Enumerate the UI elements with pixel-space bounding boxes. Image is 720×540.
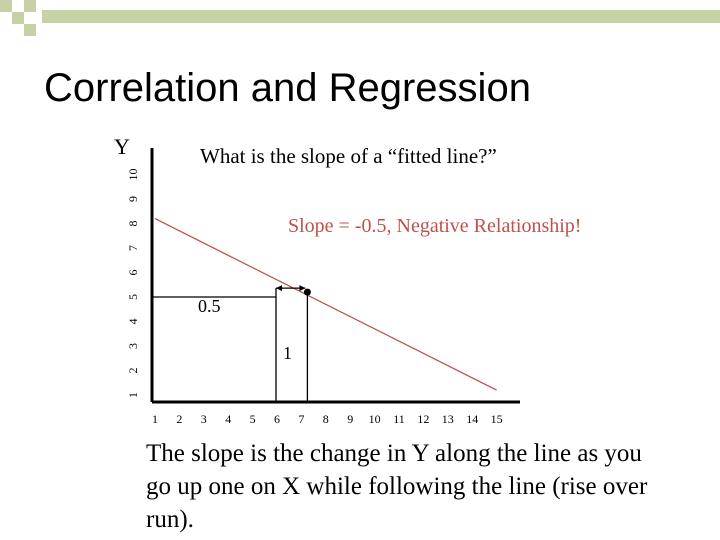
y-tick-label: 10: [126, 168, 140, 181]
y-tick-label: 6: [126, 269, 140, 276]
x-tick-label: 2: [176, 412, 183, 426]
explanation-text: The slope is the change in Y along the line as you go up one on X while following the line (rise over run).: [146, 440, 648, 533]
y-tick-label: 8: [126, 220, 140, 227]
x-tick-label: 15: [490, 412, 503, 426]
x-tick-label: 14: [466, 412, 479, 426]
slide-title: Correlation and Regression: [44, 66, 531, 110]
y-tick-label: 2: [126, 367, 140, 374]
y-tick-label: 9: [126, 196, 140, 202]
run-arrowhead-left: [276, 285, 282, 291]
y-tick-label: 4: [126, 318, 140, 325]
line-point-marker: [304, 289, 311, 296]
y-tick-label: 5: [126, 294, 140, 300]
x-tick-label: 4: [225, 412, 232, 426]
x-tick-label: 6: [274, 412, 280, 426]
x-tick-label: 12: [417, 412, 430, 426]
x-tick-label: 5: [249, 412, 256, 426]
x-tick-label: 9: [347, 412, 354, 426]
x-tick-label: 3: [200, 412, 207, 426]
slope-annotation: Slope = -0.5, Negative Relationship!: [288, 215, 582, 237]
x-tick-label: 10: [368, 412, 381, 426]
x-tick-label: 13: [441, 412, 454, 426]
y-tick-label: 1: [126, 392, 140, 398]
x-tick-label: 7: [298, 412, 305, 426]
run-label: 0.5: [198, 296, 221, 316]
x-tick-label: 8: [322, 412, 329, 426]
rise-label: 1: [283, 343, 292, 363]
y-tick-label: 3: [126, 343, 140, 349]
x-tick-label: 11: [393, 412, 405, 426]
chart-question: What is the slope of a “fitted line?”: [200, 144, 497, 168]
x-tick-label: 1: [152, 412, 158, 426]
y-axis-label: Y: [114, 134, 130, 159]
y-tick-label: 7: [126, 245, 140, 251]
